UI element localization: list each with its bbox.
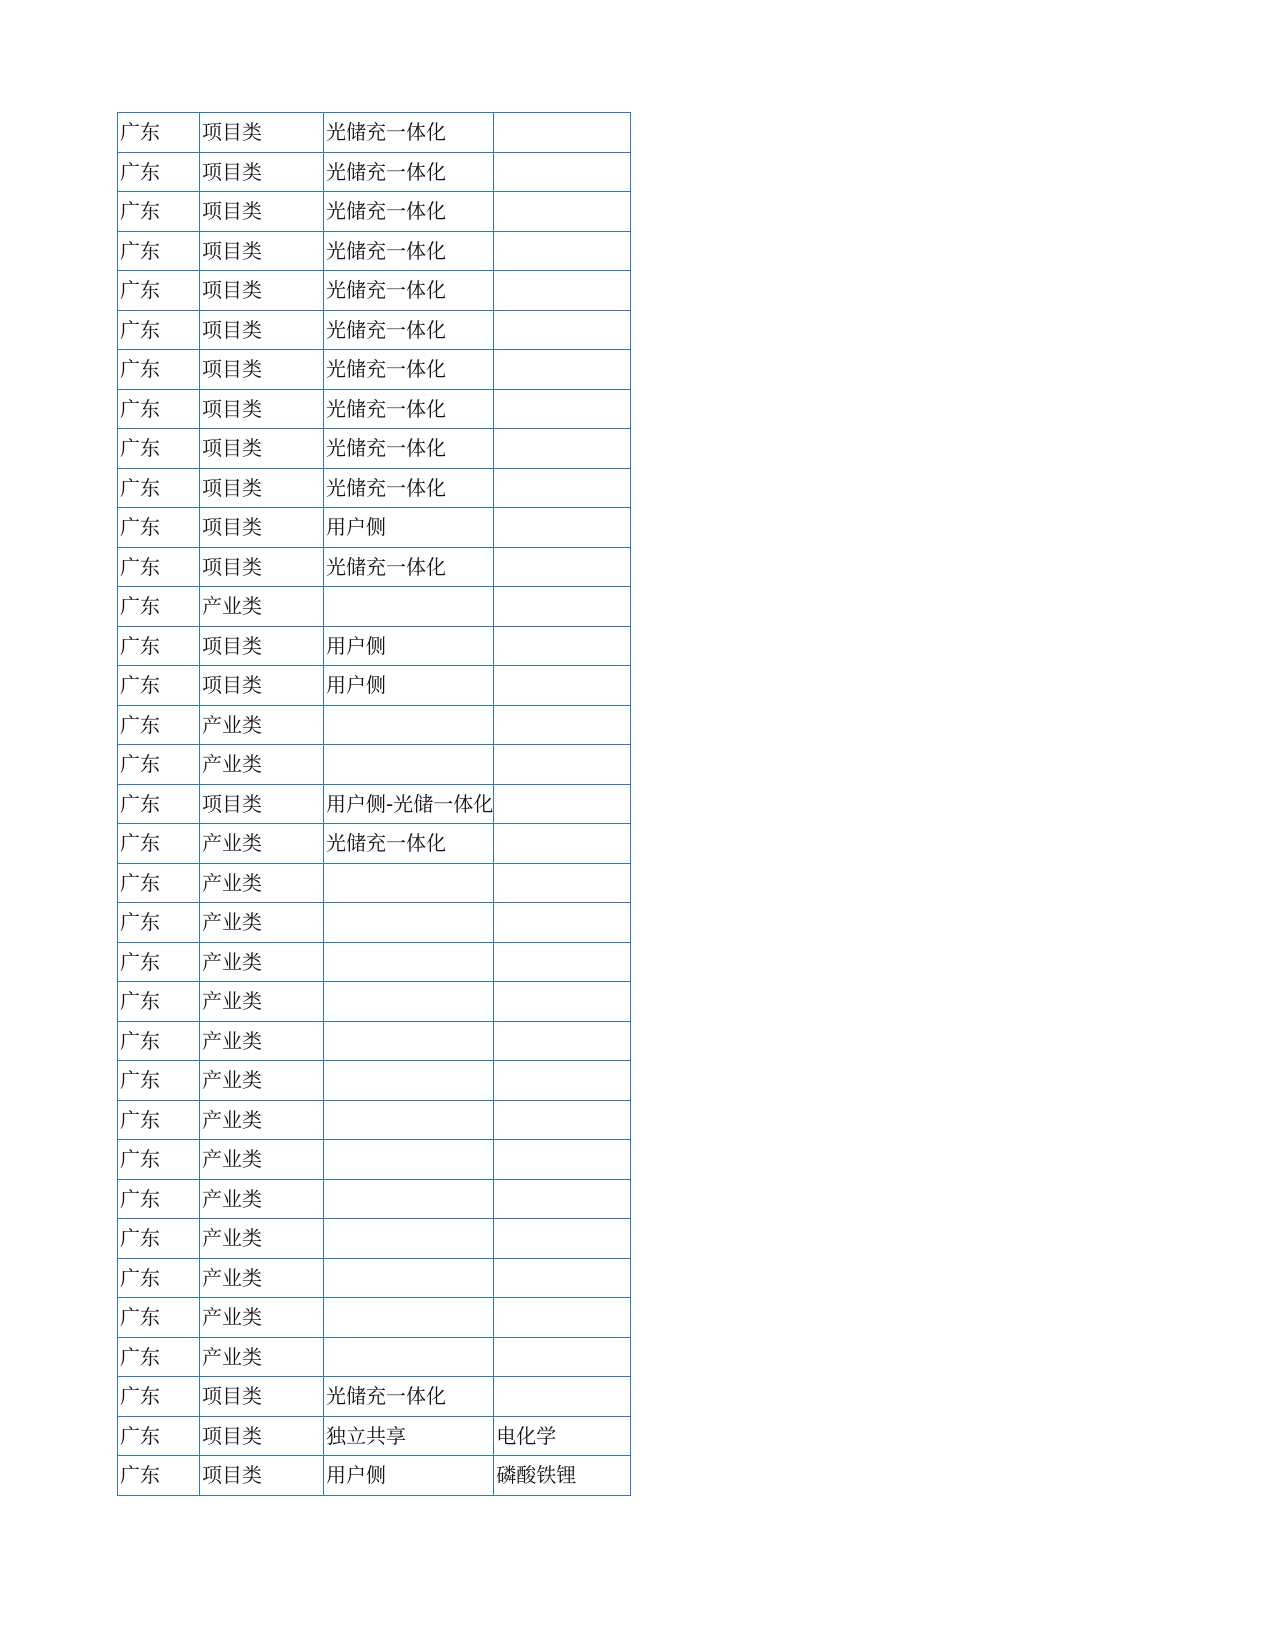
tech-cell[interactable]: [494, 1298, 631, 1338]
tech-cell[interactable]: [494, 350, 631, 390]
table-row: [118, 626, 631, 666]
type-cell[interactable]: [324, 942, 494, 982]
category-cell[interactable]: 产业类: [200, 982, 324, 1022]
category-cell[interactable]: 项目类: [200, 468, 324, 508]
category-cell[interactable]: 产业类: [200, 1298, 324, 1338]
type-cell[interactable]: 光储充一体化: [324, 152, 494, 192]
table-row: [118, 1456, 631, 1496]
category-cell[interactable]: 项目类: [200, 1377, 324, 1417]
region-cell[interactable]: 广东: [118, 824, 200, 864]
region-cell[interactable]: 广东: [118, 310, 200, 350]
type-cell[interactable]: 独立共享: [324, 1416, 494, 1456]
tech-cell[interactable]: [494, 152, 631, 192]
category-cell[interactable]: 项目类: [200, 429, 324, 469]
category-cell[interactable]: 产业类: [200, 1258, 324, 1298]
category-cell[interactable]: 产业类: [200, 1140, 324, 1180]
region-cell[interactable]: 广东: [118, 784, 200, 824]
type-cell[interactable]: [324, 1258, 494, 1298]
table-row: [118, 1416, 631, 1456]
table-row: [118, 705, 631, 745]
type-cell[interactable]: [324, 1179, 494, 1219]
category-cell[interactable]: 项目类: [200, 626, 324, 666]
table-row: [118, 1021, 631, 1061]
tech-cell[interactable]: [494, 231, 631, 271]
type-cell[interactable]: [324, 705, 494, 745]
type-cell[interactable]: 光储充一体化: [324, 1377, 494, 1417]
region-cell[interactable]: 广东: [118, 863, 200, 903]
tech-cell[interactable]: [494, 547, 631, 587]
tech-cell[interactable]: [494, 1140, 631, 1180]
region-cell[interactable]: 广东: [118, 1377, 200, 1417]
category-cell[interactable]: 项目类: [200, 310, 324, 350]
region-cell[interactable]: 广东: [118, 626, 200, 666]
tech-cell[interactable]: [494, 745, 631, 785]
type-cell[interactable]: [324, 1337, 494, 1377]
category-cell[interactable]: 项目类: [200, 271, 324, 311]
tech-cell[interactable]: [494, 1100, 631, 1140]
table-row: [118, 429, 631, 469]
category-cell[interactable]: 产业类: [200, 1021, 324, 1061]
tech-cell[interactable]: [494, 587, 631, 627]
tech-cell[interactable]: [494, 113, 631, 153]
table-row: [118, 113, 631, 153]
category-cell[interactable]: 项目类: [200, 113, 324, 153]
region-cell[interactable]: 广东: [118, 1337, 200, 1377]
table-row: [118, 271, 631, 311]
table-row: [118, 1061, 631, 1101]
table-row: [118, 824, 631, 864]
region-cell[interactable]: 广东: [118, 666, 200, 706]
table-row: [118, 1258, 631, 1298]
table-row: [118, 1179, 631, 1219]
tech-cell[interactable]: [494, 824, 631, 864]
table-row: [118, 982, 631, 1022]
region-cell[interactable]: 广东: [118, 547, 200, 587]
tech-cell[interactable]: [494, 1258, 631, 1298]
tech-cell[interactable]: [494, 1061, 631, 1101]
tech-cell[interactable]: [494, 903, 631, 943]
region-cell[interactable]: 广东: [118, 1416, 200, 1456]
table-row: [118, 310, 631, 350]
type-cell[interactable]: [324, 587, 494, 627]
region-cell[interactable]: 广东: [118, 152, 200, 192]
tech-cell[interactable]: [494, 1021, 631, 1061]
category-cell[interactable]: 产业类: [200, 1337, 324, 1377]
tech-cell[interactable]: [494, 271, 631, 311]
region-cell[interactable]: 广东: [118, 1021, 200, 1061]
type-cell[interactable]: [324, 1100, 494, 1140]
table-row: [118, 1140, 631, 1180]
category-cell[interactable]: 产业类: [200, 1179, 324, 1219]
region-cell[interactable]: 广东: [118, 508, 200, 548]
tech-cell[interactable]: 电化学: [494, 1416, 631, 1456]
tech-cell[interactable]: 磷酸铁锂: [494, 1456, 631, 1496]
type-cell[interactable]: 光储充一体化: [324, 192, 494, 232]
table-row: [118, 192, 631, 232]
tech-cell[interactable]: [494, 705, 631, 745]
region-cell[interactable]: 广东: [118, 429, 200, 469]
category-cell[interactable]: 项目类: [200, 192, 324, 232]
type-cell[interactable]: 光储充一体化: [324, 429, 494, 469]
tech-cell[interactable]: [494, 1377, 631, 1417]
type-cell[interactable]: [324, 903, 494, 943]
tech-cell[interactable]: [494, 389, 631, 429]
tech-cell[interactable]: [494, 429, 631, 469]
region-cell[interactable]: 广东: [118, 745, 200, 785]
type-cell[interactable]: 光储充一体化: [324, 824, 494, 864]
type-cell[interactable]: 用户侧-光储一体化: [324, 784, 494, 824]
type-cell[interactable]: [324, 745, 494, 785]
category-cell[interactable]: 产业类: [200, 705, 324, 745]
region-cell[interactable]: 广东: [118, 192, 200, 232]
tech-cell[interactable]: [494, 942, 631, 982]
category-cell[interactable]: 项目类: [200, 231, 324, 271]
region-cell[interactable]: 广东: [118, 350, 200, 390]
region-cell[interactable]: 广东: [118, 942, 200, 982]
region-cell[interactable]: 广东: [118, 1140, 200, 1180]
tech-cell[interactable]: [494, 310, 631, 350]
tech-cell[interactable]: [494, 468, 631, 508]
type-cell[interactable]: [324, 1061, 494, 1101]
table-row: [118, 903, 631, 943]
table-row: [118, 350, 631, 390]
table-row: [118, 152, 631, 192]
region-cell[interactable]: 广东: [118, 1456, 200, 1496]
table-row: [118, 784, 631, 824]
type-cell[interactable]: 用户侧: [324, 508, 494, 548]
region-cell[interactable]: 广东: [118, 1179, 200, 1219]
category-cell[interactable]: 项目类: [200, 547, 324, 587]
category-cell[interactable]: 项目类: [200, 350, 324, 390]
type-cell[interactable]: 光储充一体化: [324, 310, 494, 350]
type-cell[interactable]: 用户侧: [324, 1456, 494, 1496]
region-cell[interactable]: 广东: [118, 1298, 200, 1338]
category-cell[interactable]: 产业类: [200, 824, 324, 864]
type-cell[interactable]: 光储充一体化: [324, 231, 494, 271]
category-cell[interactable]: 项目类: [200, 389, 324, 429]
region-cell[interactable]: 广东: [118, 113, 200, 153]
type-cell[interactable]: [324, 1140, 494, 1180]
region-cell[interactable]: 广东: [118, 587, 200, 627]
tech-cell[interactable]: [494, 1337, 631, 1377]
table-row: [118, 1219, 631, 1259]
category-cell[interactable]: 产业类: [200, 1219, 324, 1259]
tech-cell[interactable]: [494, 982, 631, 1022]
table-row: [118, 547, 631, 587]
type-cell[interactable]: [324, 1219, 494, 1259]
type-cell[interactable]: 光储充一体化: [324, 547, 494, 587]
category-cell[interactable]: 项目类: [200, 1416, 324, 1456]
type-cell[interactable]: 光储充一体化: [324, 389, 494, 429]
table-row: [118, 231, 631, 271]
table-row: [118, 1298, 631, 1338]
table-row: [118, 863, 631, 903]
region-cell[interactable]: 广东: [118, 982, 200, 1022]
type-cell[interactable]: 用户侧: [324, 626, 494, 666]
region-cell[interactable]: 广东: [118, 468, 200, 508]
type-cell[interactable]: 光储充一体化: [324, 271, 494, 311]
tech-cell[interactable]: [494, 784, 631, 824]
table-row: [118, 1377, 631, 1417]
region-cell[interactable]: 广东: [118, 1100, 200, 1140]
tech-cell[interactable]: [494, 192, 631, 232]
region-cell[interactable]: 广东: [118, 271, 200, 311]
table-row: [118, 942, 631, 982]
type-cell[interactable]: 光储充一体化: [324, 350, 494, 390]
table-row: [118, 1337, 631, 1377]
category-cell[interactable]: 产业类: [200, 1061, 324, 1101]
tech-cell[interactable]: [494, 508, 631, 548]
region-cell[interactable]: 广东: [118, 705, 200, 745]
region-cell[interactable]: 广东: [118, 1061, 200, 1101]
category-cell[interactable]: 项目类: [200, 1456, 324, 1496]
region-cell[interactable]: 广东: [118, 231, 200, 271]
region-cell[interactable]: 广东: [118, 389, 200, 429]
table-row: [118, 587, 631, 627]
category-cell[interactable]: 产业类: [200, 587, 324, 627]
table-row: [118, 508, 631, 548]
type-cell[interactable]: [324, 982, 494, 1022]
category-cell[interactable]: 产业类: [200, 1100, 324, 1140]
table-row: [118, 468, 631, 508]
type-cell[interactable]: 光储充一体化: [324, 468, 494, 508]
type-cell[interactable]: [324, 1298, 494, 1338]
tech-cell[interactable]: [494, 666, 631, 706]
category-cell[interactable]: 项目类: [200, 784, 324, 824]
category-cell[interactable]: 产业类: [200, 863, 324, 903]
type-cell[interactable]: 用户侧: [324, 666, 494, 706]
region-cell[interactable]: 广东: [118, 1258, 200, 1298]
type-cell[interactable]: [324, 1021, 494, 1061]
region-cell[interactable]: 广东: [118, 1219, 200, 1259]
table-row: [118, 1100, 631, 1140]
category-cell[interactable]: 产业类: [200, 745, 324, 785]
table-body: [118, 113, 631, 1496]
region-cell[interactable]: 广东: [118, 903, 200, 943]
type-cell[interactable]: [324, 863, 494, 903]
table-row: [118, 389, 631, 429]
tech-cell[interactable]: [494, 863, 631, 903]
category-cell[interactable]: 项目类: [200, 666, 324, 706]
tech-cell[interactable]: [494, 1219, 631, 1259]
type-cell[interactable]: 光储充一体化: [324, 113, 494, 153]
tech-cell[interactable]: [494, 1179, 631, 1219]
category-cell[interactable]: 产业类: [200, 942, 324, 982]
category-cell[interactable]: 产业类: [200, 903, 324, 943]
table-row: [118, 666, 631, 706]
tech-cell[interactable]: [494, 626, 631, 666]
table-row: [118, 745, 631, 785]
spreadsheet-table: [117, 112, 631, 1496]
category-cell[interactable]: 项目类: [200, 508, 324, 548]
category-cell[interactable]: 项目类: [200, 152, 324, 192]
